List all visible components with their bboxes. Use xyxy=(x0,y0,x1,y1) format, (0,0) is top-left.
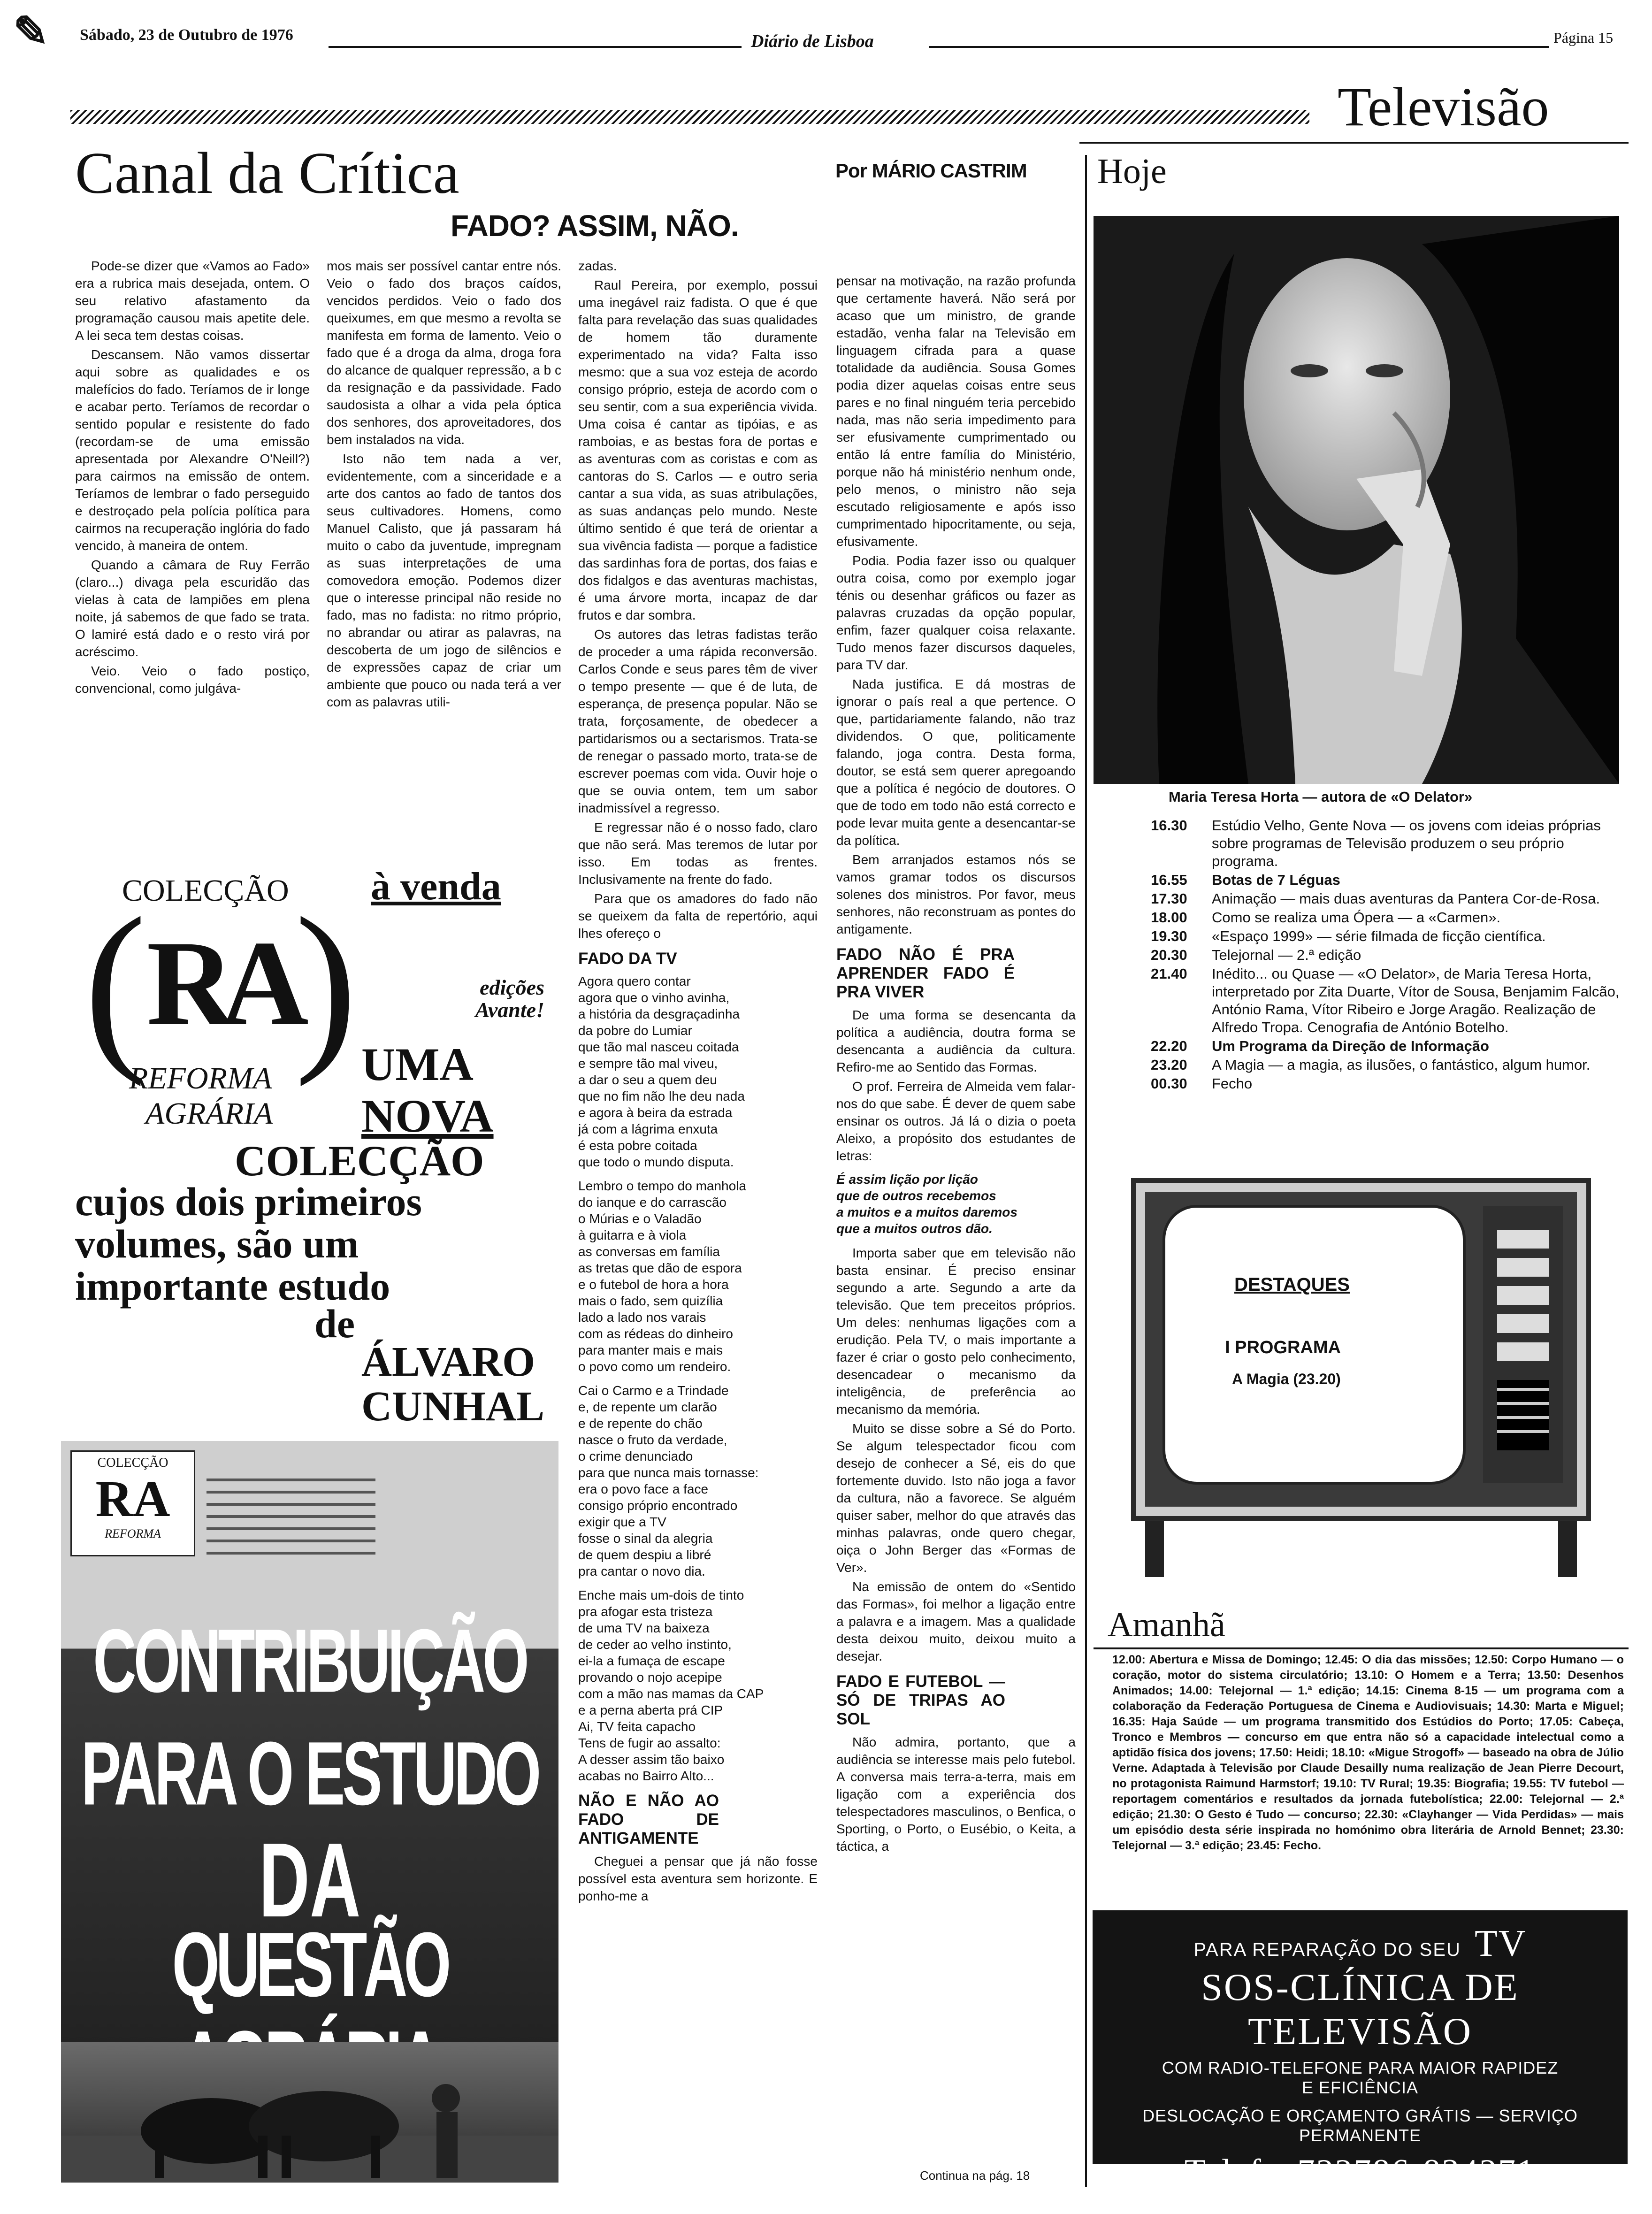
aleixo-quote xyxy=(836,1171,1076,1237)
col4-para-1: pensar na motivação, na razão profunda que certamente haverá. Não será por acaso que um ministro, de grande estadão, venha falar na Televisão em linguagem cifrada para a quase totalidade da audiência. Sousa Gomes podia dizer aquelas coisas entre seus pares e no final ninguém teria percebido nada, mas não seria impedimento para ser efusivamente cumprimentado ou então lá entre família do Ministério, porque não há ministério nenhum onde, pelo menos, o ministro não seja escutado religiosamente e após isso cumprimentado hipocritamente, ou seja, efusivamente. xyxy=(836,274,1076,549)
schedule-row xyxy=(1151,909,1625,927)
col4-para-4: Bem arranjados estamos nós se vamos gramar todos os discursos solenes dos ministros. Por favor, meus senhores, não reconstruam as pontes do antigamente. xyxy=(836,852,1076,936)
col4-para-7: Importa saber que em televisão não basta ensinar. É preciso ensinar segundo a arte. Segundo a arte da televisão. Que tem preceitos próprios. Um deles: nenhumas ligações com a erudição. Pela TV, o mais importante a fazer é criar o gosto pelo conhecimento, desencadear o mecanismo da inteligência, de preferência ao mecanismo da memória. xyxy=(836,1246,1076,1417)
poem-line: do ianque e do carrascão xyxy=(578,1195,727,1210)
col4-para-10: Não admira, portanto, que a audiência se interesse mais pelo futebol. A conversa mais terra-a-terra, mais em ligação com a experiência dos telespectadores masculinos, o Benfica, o Sporting, o Porto, o Eusébio, o Keita, a táctica, a xyxy=(836,1735,1076,1854)
ad-colecao-reforma-agraria xyxy=(52,826,558,2183)
ad-book-oxen-illustration xyxy=(61,2042,558,2183)
poem-line: as tretas que dão de espora xyxy=(578,1261,742,1275)
tomorrow-schedule-text: 12.00: Abertura e Missa de Domingo; 12.45: O dia das missões; 12.50: Corpo Humano — o coração, motor do sistema circulatório; 13.10: O Homem e a Terra; 13.50: Desenhos Animados; 14.00: Telejornal — 1.ª edição; 14.15: Cinema 8-15 — um programa com a colaboração da Federação Portuguesa de Cinema e Audiovisuais; 14.30: Marta e Miguel; 16.35: Haja Saúde — um programa transmitido dos Estúdios do Porto; 17.05: Cabeça, Tronco e Membros — concurso em que entra não só a capacidade intelectual como a aptidão física dos jovens; 17.50: Heidi; 18.10: «Migue Strogoff» — baseado na obra de Júlio Verne. Adaptada à Televisão por Claude Desailly numa realização de Jean Pierre Decourt, no protagonista Raimund Harmstorf; 19.10: TV Rural; 19.35: Biografia; 19.55: TV futebol — reportagem comentários e resultados da jornada futebolística; 22.00: Telejornal — 2.ª edição; 21.30: O Gesto é Tudo — concurso; 22.30: «Clayhanger — Vida Perdidas» — mais um episódio desta série inspirada no homónimo obra literária de Arnold Bennet; 23.30: Telejornal — 3.ª edição; 23.45: Fecho. xyxy=(1112,1653,1624,1852)
poem-line: de ceder ao velho instinto, xyxy=(578,1637,732,1652)
schedule-text: «Espaço 1999» — série filmada de ficção científica. xyxy=(1212,928,1546,944)
ad-book-mini-logo xyxy=(70,1450,195,1556)
divider-left-right xyxy=(1085,155,1087,2187)
ad-book-title-4: QUESTÃO xyxy=(172,1913,448,2016)
schedule-row xyxy=(1151,946,1625,964)
sos-line-radio: COM RADIO-TELEFONE PARA MAIOR RAPIDEZ xyxy=(1162,2058,1559,2077)
col3-para-2: Raul Pereira, por exemplo, possui uma inegável raiz fadista. O que é que falta para revelação das suas qualidades de homem tão duramente experimentado na vida? Falta isso mesmo: que a sua voz esteja de acordo consigo próprio, esteja de acordo com o seu sentir, com a sua experiência vivida. Uma coisa é cantar as tipóias, e as ramboias, e as bestas fora de portas e as aventuras com as coristas e com as cantoras do S. Carlos — e outro seria cantar a sua vida, as suas atribulações, as suas andanças pelo mundo. Neste último sentido é que terá de orientar a sua vivência fadista — porque a fadistice das sardinhas fora de portas, dos faias e dos fidalgos e das aventuras machistas, é uma árvore morta, incapaz de dar frutos e dar sombra. xyxy=(578,278,818,622)
poem-stanza-1 xyxy=(578,973,818,1170)
ad-author-first: ÁLVARO xyxy=(361,1339,535,1385)
schedule-row xyxy=(1151,1037,1625,1055)
schedule-time: 18.00 xyxy=(1151,909,1187,926)
schedule-time: 19.30 xyxy=(1151,928,1187,944)
poem-line: para que nunca mais tornasse: xyxy=(578,1465,759,1480)
col4-para-6: O prof. Ferreira de Almeida vem falar-nos do que sabe. É dever de quem sabe ensinar os outros. Já lá o dizia o poeta Aleixo, a propósito dos estudantes de letras: xyxy=(836,1079,1076,1163)
ad-book-title-2: PARA O ESTUDO xyxy=(81,1724,539,1824)
poem-line: que no fim não lhe deu nada xyxy=(578,1089,745,1103)
sos-line-reparacao xyxy=(1093,1923,1628,1965)
highlights-program: I PROGRAMA xyxy=(1225,1338,1341,1357)
col4-para-3: Nada justifica. E dá mostras de ignorar o país real a que pertence. O que, partidariamente falando, não traz dividendos. O que, politicamente falando, joga contra. Desta forma, doutor, se está sem querer apregoando que a política é negócio de doutores. O que de todo em todo não está correcto e pode levar muita gente a desencantar-se da política. xyxy=(836,677,1076,848)
col4-para-9: Na emissão de ontem do «Sentido das Formas», foi melhor a ligação entre a palavra e a imagem. Mas a qualidade desta deixou muito, deixou muito a desejar. xyxy=(836,1579,1076,1663)
poem-stanza-2 xyxy=(578,1178,818,1375)
article-column-3 xyxy=(578,257,818,2163)
schedule-row xyxy=(1151,965,1625,1036)
photo-caption: Maria Teresa Horta — autora de «O Delator» xyxy=(1169,789,1473,805)
poem-line: ei-la a fumaça de escape xyxy=(578,1654,725,1668)
col4-para-2: Podia. Podia fazer isso ou qualquer outra coisa, como por exemplo jogar ténis ou desenhar gráficos ou fazer as palavras cruzadas da opção popular, enfim, fazer qualquer coisa relaxante. Tudo menos fazer discursos daqueles, para TV dar. xyxy=(836,553,1076,672)
schedule-time: 21.40 xyxy=(1151,965,1187,982)
poem-line: provando o nojo acepipe xyxy=(578,1670,722,1685)
schedule-row xyxy=(1151,871,1625,889)
byline: Por MÁRIO CASTRIM xyxy=(835,160,1027,182)
section-rule xyxy=(1079,142,1629,144)
continues-note: Continua na pág. 18 xyxy=(920,2168,1030,2183)
poem-line: o povo como um rendeiro. xyxy=(578,1359,731,1374)
poem-line: da pobre do Lumiar xyxy=(578,1023,692,1038)
portrait-illustration xyxy=(1094,216,1619,784)
poem-line: fosse o sinal da alegria xyxy=(578,1531,713,1546)
poem-line: exigir que a TV xyxy=(578,1515,666,1529)
ad-book-title-1: CONTRIBUIÇÃO xyxy=(93,1611,527,1712)
poem-line: com a mão nas mamas da CAP xyxy=(578,1686,764,1701)
photo-maria-teresa-horta xyxy=(1094,216,1619,784)
poem-line: e a perna aberta prá CIP xyxy=(578,1703,723,1717)
tomorrow-heading: Amanhã xyxy=(1108,1606,1225,1644)
ad-book-photo xyxy=(61,2042,558,2183)
ad-a-venda: à venda xyxy=(371,865,501,908)
masthead-paper-name: Diário de Lisboa xyxy=(751,31,874,51)
ad-sos-clinica xyxy=(1093,1910,1628,2214)
ad-logo-paren-right: ) xyxy=(294,879,357,1087)
poem-line: o crime denunciado xyxy=(578,1449,693,1463)
ad-book-cover xyxy=(61,1441,558,2183)
poem-line: Tens de fugir ao assalto: xyxy=(578,1736,721,1750)
today-schedule xyxy=(1151,817,1625,1094)
col4-para-8: Muito se disse sobre a Sé do Porto. Se algum telespectador ficou com desejo de conhecer a Sé, eis do que fortemente duvido. Isto não joga a favor da cultura, não a favorece. Se alguém quiser saber, melhor do que através das minhas palavras, onde quero chegar, oiça o John Berger das «Formas de Ver». xyxy=(836,1421,1076,1575)
schedule-text: Um Programa da Direção de Informação xyxy=(1212,1038,1489,1054)
poem-line: já com a lágrima enxuta xyxy=(578,1122,718,1136)
subhead-fado-da-tv: FADO DA TV xyxy=(578,950,677,968)
poem-line: à guitarra e à viola xyxy=(578,1228,687,1242)
col2-para-1: mos mais ser possível cantar entre nós. Veio o fado dos braços caídos, vencidos perdidos. Veio o fado dos queixumes, em que mesmo a revolta se manifesta em forma de lamento. Veio o fado que é a droga da alma, droga fora do alcance de qualquer repressão, a b c da resignação e da passividade. Fado saudosista a olhar a vida pela óptica dos senhores, dos aproveitadores, dos bem instalados na vida. xyxy=(327,259,561,447)
poem-line: o Múrias e o Valadão xyxy=(578,1211,702,1226)
masthead-page-number: Página 15 xyxy=(1553,29,1614,46)
sos-reparacao-text: PARA REPARAÇÃO DO SEU xyxy=(1193,1939,1461,1960)
ad-author-last: CUNHAL xyxy=(361,1383,545,1430)
article-column-1 xyxy=(75,257,310,802)
ad-line-importante: importante estudo xyxy=(75,1264,390,1309)
schedule-text: Fecho xyxy=(1212,1075,1253,1092)
tomorrow-rule xyxy=(1094,1647,1629,1649)
poem-line: consigo próprio encontrado xyxy=(578,1498,738,1513)
poem-line: acabas no Bairro Alto... xyxy=(578,1769,714,1783)
col1-para-1: Pode-se dizer que «Vamos ao Fado» era a rubrica mais desejada, ontem. O seu relativo afastamento da programação causou mais apetite dele. A lei seca tem destas coisas. xyxy=(75,259,310,343)
sos-name: SOS-CLÍNICA DE TELEVISÃO xyxy=(1201,1966,1519,2053)
poem-line: a história da desgraçadinha xyxy=(578,1007,740,1021)
article-column-2 xyxy=(327,257,561,802)
col3-para-4: E regressar não é o nosso fado, claro que não será. Mas teremos de lutar por isso. Em todas as frentes. Inclusivamente na frente do fado. xyxy=(578,820,818,887)
ad-agraria: AGRÁRIA xyxy=(145,1096,273,1131)
schedule-text: A Magia — a magia, as ilusões, o fantástico, algum humor. xyxy=(1212,1057,1591,1073)
poem-line: a dar o seu a quem deu xyxy=(578,1073,717,1087)
ad-book-mini-ra: RA xyxy=(95,1470,170,1527)
ad-nova: NOVA xyxy=(361,1090,494,1142)
masthead-date: Sábado, 23 de Outubro de 1976 xyxy=(80,26,293,44)
schedule-time: 23.20 xyxy=(1151,1057,1187,1073)
quote-line: que de outros recebemos xyxy=(836,1188,996,1203)
poem-line: agora que o vinho avinha, xyxy=(578,990,730,1005)
ad-book-toc-lines xyxy=(206,1469,375,1563)
subhead-nao-e-nao: NÃO E NÃO AO FADO DE ANTIGAMENTE xyxy=(578,1792,719,1847)
schedule-row xyxy=(1151,1056,1625,1074)
ad-reforma: REFORMA xyxy=(129,1061,272,1096)
article-column-4 xyxy=(836,272,1076,2168)
corner-stamp: ✎ xyxy=(13,8,49,55)
ad-line-volumes: volumes, são um xyxy=(75,1221,359,1266)
poem-line: e, de repente um clarão xyxy=(578,1400,717,1414)
poem-line: que tão mal nasceu coitada xyxy=(578,1040,739,1054)
schedule-text: Como se realiza uma Ópera — a «Carmen». xyxy=(1212,909,1501,926)
ad-book-mini-reforma: REFORMA xyxy=(105,1527,161,1540)
poem-line: Agora quero contar xyxy=(578,974,691,988)
ad-book-mini-label: COLECÇÃO xyxy=(97,1456,168,1470)
ad-uma: UMA xyxy=(361,1038,474,1090)
poem-line: Cai o Carmo e a Trindade xyxy=(578,1383,729,1398)
schedule-time: 16.55 xyxy=(1151,872,1187,888)
ad-line-de: de xyxy=(314,1301,355,1346)
poem-line: e agora à beira da estrada xyxy=(578,1105,733,1120)
sos-line-permanente: PERMANENTE xyxy=(1299,2126,1422,2145)
col4-para-5: De uma forma se desencanta da política a audiência, doutra forma se desencanta a audiência da cultura. Refiro-me ao Sentido das Formas. xyxy=(836,1008,1076,1074)
col1-para-4: Veio. Veio o fado postiço, convencional, como julgáva- xyxy=(75,664,310,696)
poem-line: e de repente do chão xyxy=(578,1416,703,1431)
sos-phones: Telefs. 722786-834271 xyxy=(1184,2153,1536,2191)
schedule-time: 22.20 xyxy=(1151,1038,1187,1054)
subhead-fado-nao-e-pra-aprender: FADO NÃO É PRA APRENDER FADO É PRA VIVER xyxy=(836,945,1015,1001)
tv-set-graphic xyxy=(1126,1173,1596,1586)
col1-para-2: Descansem. Não vamos dissertar aqui sobre as qualidades e os malefícios do fado. Teríamos de ir longe e acabar perto. Teríamos de recordar o sentido popular e resistente do fado (recordam-se de uma emissão apresentada por Alexandre O'Neill?) para cairmos na emissão de ontem. Teríamos de lembrar o fado perseguido e destroçado pela polícia política para cairmos na recuperação inglória do fado vencido, à maneira de ontem. xyxy=(75,347,310,553)
poem-line: nasce o fruto da verdade, xyxy=(578,1433,727,1447)
quote-line: É assim lição por lição xyxy=(836,1172,978,1187)
schedule-row xyxy=(1151,1075,1625,1093)
schedule-time: 16.30 xyxy=(1151,817,1187,834)
schedule-text: Botas de 7 Léguas xyxy=(1212,872,1340,888)
poem-line: pra afogar esta tristeza xyxy=(578,1604,713,1619)
ad-line-dois-primeiros: cujos dois primeiros xyxy=(75,1179,422,1224)
poem-line: A desser assim tão baixo xyxy=(578,1752,725,1767)
poem-line: de uma TV na baixeza xyxy=(578,1621,710,1635)
sos-line-deslocacao: DESLOCAÇÃO E ORÇAMENTO GRÁTIS — SERVIÇO xyxy=(1142,2106,1578,2125)
masthead-rule-left xyxy=(329,46,742,48)
sos-tv: TV xyxy=(1475,1923,1527,1964)
schedule-text: Inédito... ou Quase — «O Delator», de Maria Teresa Horta, interpretado por Zita Duarte, Vítor de Sousa, Benjamim Falcão, António Rama, Vítor Ribeiro e Jorge Aragão. Realização de Alfredo Tropa. Cenografia de António Botelho. xyxy=(1212,965,1620,1035)
poem-line: mais o fado, sem quizília xyxy=(578,1294,723,1308)
schedule-time: 17.30 xyxy=(1151,890,1187,907)
poem-line: para manter mais e mais xyxy=(578,1343,723,1357)
today-heading: Hoje xyxy=(1097,152,1167,191)
poem-line: Enche mais um-dois de tinto xyxy=(578,1588,744,1602)
column-name: Canal da Crítica xyxy=(75,141,459,206)
ad-publisher: edições Avante! xyxy=(475,975,544,1022)
masthead-rule-right xyxy=(929,46,1549,48)
schedule-time: 20.30 xyxy=(1151,947,1187,963)
col2-para-2: Isto não tem nada a ver, evidentemente, com a sinceridade e a arte dos cantos ao fado de tantos dos seus cultivadores. Homens, como Manuel Calisto, que já passaram há muito o cabo da juventude, impregnam as suas interpretações de uma comovedora emoção. Podemos dizer que o interesse principal não reside no fado, mas no fadista: no ritmo próprio, no abrandar ou atirar as palavras, na descoberta de um jogo de silêncios e de expressões capaz de criar um ambiente que pouco ou nada terá a ver com as palavras utili- xyxy=(327,452,561,709)
ad-colecao-word: COLECÇÃO xyxy=(235,1137,484,1185)
poem-stanza-4 xyxy=(578,1587,818,1784)
ad-book-title-3: DA xyxy=(259,1821,361,1939)
col3-para-3: Os autores das letras fadistas terão de proceder a uma rápida reconversão. Carlos Conde e seus pares têm de viver o tempo presente — que é de luta, de esperança, de presença popular. Não se trata, forçosamente, de obedecer a partidarismos ou a sectarismos. Trata-se de renegar o passado morto, trata-se de escrever poemas com vida. Ouvir hoje o que se ouvia ontem, tem um sabor inadmissível a regresso. xyxy=(578,627,818,815)
schedule-text: Animação — mais duas aventuras da Pantera Cor-de-Rosa. xyxy=(1212,890,1600,907)
poem-stanza-3 xyxy=(578,1382,818,1579)
highlights-item: A Magia (23.20) xyxy=(1232,1371,1341,1387)
highlights-tv-illustration xyxy=(1126,1173,1596,1586)
schedule-row xyxy=(1151,927,1625,945)
poem-line: pra cantar o novo dia. xyxy=(578,1564,705,1578)
sos-address: Avenida S. João de Deus, 13-B - Rua Macau, 8 xyxy=(1192,2196,1528,2214)
poem-line: que todo o mundo disputa. xyxy=(578,1155,734,1169)
poem-line: lado a lado nos varais xyxy=(578,1310,706,1325)
poem-line: as conversas em família xyxy=(578,1244,720,1259)
poem-line: com as rédeas do dinheiro xyxy=(578,1326,733,1341)
schedule-time: 00.30 xyxy=(1151,1075,1187,1092)
col3-para-5: Para que os amadores do fado não se queixem da falta de repertório, aqui lhes ofereço o xyxy=(578,891,818,941)
poem-line: Lembro o tempo do manhola xyxy=(578,1179,746,1193)
poem-line: e sempre tão mal viveu, xyxy=(578,1056,718,1071)
poem-line: Ai, TV feita capacho xyxy=(578,1719,696,1734)
schedule-text: Estúdio Velho, Gente Nova — os jovens com ideias próprias sobre programas de Televisão produzem o seu próprio programa. xyxy=(1212,817,1601,869)
poem-line: e o futebol de hora a hora xyxy=(578,1277,729,1292)
sos-line-eficiencia: E EFICIÊNCIA xyxy=(1301,2078,1419,2097)
quote-line: que a muitos outros dão. xyxy=(836,1221,993,1236)
ad-logo-letters: RA xyxy=(146,916,295,1051)
section-title: Televisão xyxy=(1338,76,1549,138)
section-hatch-band xyxy=(70,110,1309,124)
poem-line: é esta pobre coitada xyxy=(578,1138,697,1153)
headline: FADO? ASSIM, NÃO. xyxy=(451,209,739,243)
schedule-text: Telejornal — 2.ª edição xyxy=(1212,947,1361,963)
col3-end-para: Cheguei a pensar que já não fosse possível esta aventura sem horizonte. E ponho-me a xyxy=(578,1854,818,1903)
schedule-row xyxy=(1151,817,1625,870)
col1-para-3: Quando a câmara de Ruy Ferrão (claro...) divaga pela escuridão das vielas à cata de lampiões em plena noite, já sabemos de que fado se trata. O lamiré está dado e o resto virá por acréscimo. xyxy=(75,558,310,659)
ad-collection-label: COLECÇÃO xyxy=(122,873,289,908)
col3-para-1: zadas. xyxy=(578,259,617,273)
poem-line: de quem despiu a libré xyxy=(578,1548,711,1562)
highlights-title: DESTAQUES xyxy=(1234,1274,1350,1295)
poem-line: era o povo face a face xyxy=(578,1482,709,1496)
schedule-row xyxy=(1151,890,1625,908)
subhead-fado-e-futebol: FADO E FUTEBOL — SÓ DE TRIPAS AO SOL xyxy=(836,1672,1005,1728)
quote-line: a muitos e a muitos daremos xyxy=(836,1205,1017,1219)
ad-logo-paren-left: ( xyxy=(84,879,147,1087)
